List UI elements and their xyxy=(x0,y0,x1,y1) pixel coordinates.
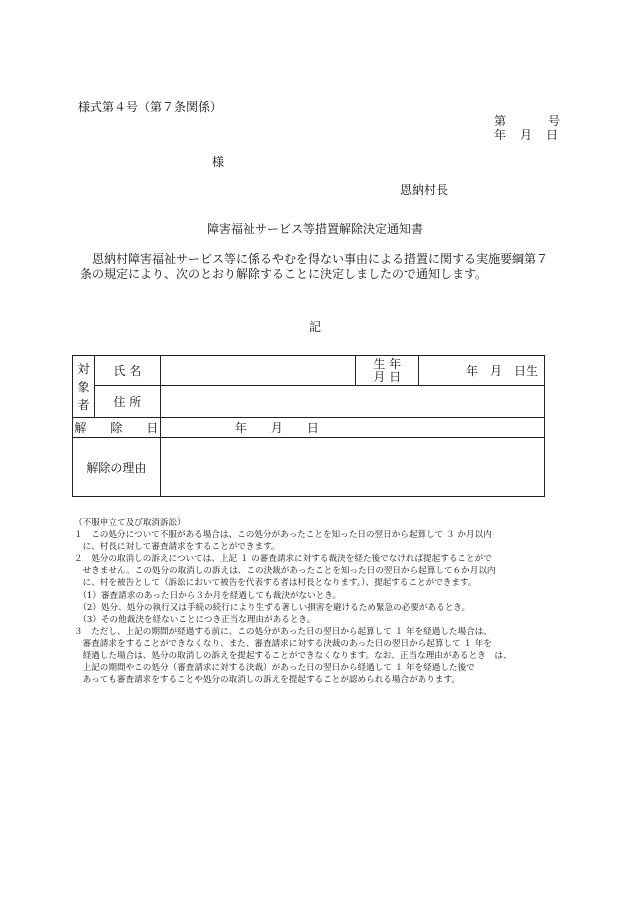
note-line: に、村を被告として（訴訟において被告を代表する者は村長となります。）、提起することができます。 xyxy=(74,578,477,589)
number-suffix: 号 xyxy=(548,114,561,128)
birth-date-field[interactable]: 年 月 日生 xyxy=(419,356,545,386)
note-line: （3）その他裁決を経ないことにつき正当な理由があるとき。 xyxy=(74,614,316,625)
issue-date-line xyxy=(494,126,558,143)
note-line: あっても審査請求をすることや処分の取消しの訴えを提起することが認められる場合があります。 xyxy=(74,675,460,686)
cancel-date-label: 解 除 日 xyxy=(73,418,161,438)
body-text: 恩納村障害福祉サービス等に係るやむを得ない事由による措置に関する実施要綱第７条の規定により、次のとおり解除することに決定しましたので通知します。 xyxy=(80,252,549,281)
name-field[interactable] xyxy=(160,356,356,386)
appeal-notes xyxy=(74,517,554,686)
note-line: ３ ただし、上記の期間が経過する前に、この処分があった日の翌日から起算して １ 年を経過した場合は、 xyxy=(74,626,492,637)
birth-label: 生 年 月 日 xyxy=(356,356,419,386)
note-line: 審査請求をすることができなくなり、また、審査請求に対する決裁のあった日の翌日から起算して １ 年を xyxy=(74,638,492,649)
addressee-suffix: 様 xyxy=(212,155,225,169)
address-label: 住 所 xyxy=(94,386,160,418)
issuer-name: 恩納村長 xyxy=(400,183,449,197)
reason-field[interactable] xyxy=(160,438,544,497)
form-number: 様式第４号（第７条関係） xyxy=(78,100,223,114)
note-line: （1）審査請求のあった日から３か月を経過しても裁決がないとき。 xyxy=(74,590,342,601)
note-line: （2）処分、処分の執行又は手続の続行により生ずる著しい損害を避けるため緊急の必要があるとき。 xyxy=(74,602,471,613)
date-year: 年 xyxy=(494,128,507,142)
subject-label: 対象者 xyxy=(73,356,95,418)
name-label: 氏 名 xyxy=(94,356,160,386)
date-month: 月 xyxy=(520,128,533,142)
cancel-date-field[interactable]: 年 月 日 xyxy=(160,418,544,438)
address-field[interactable] xyxy=(160,386,544,418)
note-line: 上記の期間やこの処分（審査請求に対する決裁）があった日の翌日から経過して １ 年を経過した後で xyxy=(74,663,475,674)
notes-heading: （不服申立て及び取消訴訟） xyxy=(74,518,186,528)
document-title: 障害福祉サービス等措置解除決定通知書 xyxy=(206,222,423,236)
reason-label: 解除の理由 xyxy=(73,438,161,497)
number-prefix: 第 xyxy=(494,114,507,128)
date-day: 日 xyxy=(546,128,559,142)
note-line: せきません。この処分の取消しの訴えは、この決裁があったことを知った日の翌日から起算して６か月以内 xyxy=(74,566,496,577)
info-table xyxy=(72,355,545,497)
note-line: ２ 処分の取消しの訴えについては、上記 １ の審査請求に対する裁決を経た後でなければ提起することがで xyxy=(74,554,492,565)
note-line: 経過した場合は、処分の取消しの訴えを提起することができなくなります。なお、正当な理由があるとき は、 xyxy=(74,651,512,662)
note-line: １ この処分について不服がある場合は、この処分があったことを知った日の翌日から起算して ３ か月以内 xyxy=(74,530,492,541)
note-line: に、村長に対して審査請求をすることができます。 xyxy=(74,542,280,553)
ki-heading: 記 xyxy=(308,320,321,334)
